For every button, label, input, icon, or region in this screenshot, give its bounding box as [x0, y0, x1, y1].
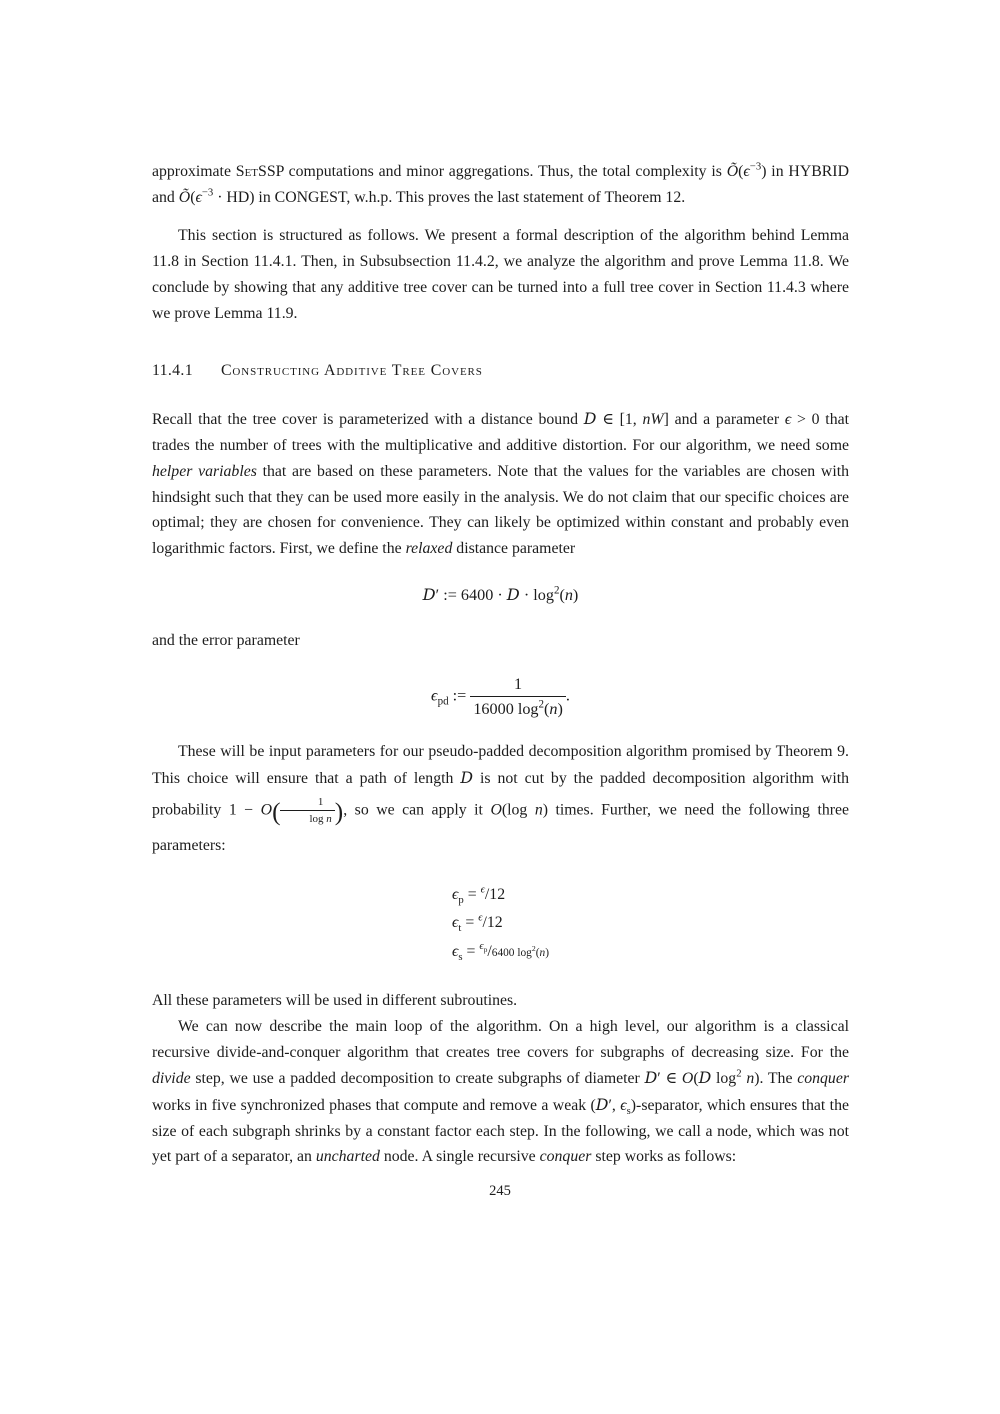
equation-epsilon-s: $\epsilon_s = ^{\epsilon_p}/6400$ $\log^2(n)$	[452, 940, 549, 963]
paragraph-tree-cover-parameters: Recall that the tree cover is parameterized with a distance bound D ∈ [1, nW] and a parameter ϵ > 0 that trades the number of trees with the multiplicative and additive distortion. For our algorithm, we need some helper variables that are based on these parameters. Note that the values for the variables are chosen with hindsight such that they can be used more easily in the analysis. We do not claim that our specific choices are optimal; they are chosen for convenience. They can likely be optimized within constant and probably even logarithmic factors. First, we define the relaxed distance parameter	[152, 409, 849, 557]
equation-group-three-parameters	[152, 881, 849, 966]
paragraph-subroutines: All these parameters will be used in different subroutines.	[152, 992, 518, 1010]
equation-error-parameter: $\epsilon_{pd}$ := $\frac{1}{16000 \log^2(n)}$ .	[431, 674, 570, 719]
equation-epsilon-p: $\epsilon_p = ^\epsilon/12$	[452, 883, 506, 906]
section-number: 11.4.1	[152, 362, 193, 380]
text-block	[152, 159, 849, 1170]
paragraph-pseudo-padded-decomposition: These will be input parameters for our pseudo-padded decomposition algorithm promised by Theorem 9. This choice will ensure that a path of length D is not cut by the padded decomposition algorithm with probability 1 − O( $\frac{1}{\text{log n}}$ ), so we can apply it O(log n) times. Further, we need the following three parameters:	[152, 743, 850, 855]
paragraph-error-parameter-lead: and the error parameter	[152, 632, 300, 650]
equation-epsilon-t: $\epsilon_t = ^\epsilon/12$	[452, 911, 503, 935]
page-number: 245	[489, 1183, 511, 1199]
paragraph-section-structure: This section is structured as follows. We present a formal description of the algorithm behind Lemma 11.8 in Section 11.4.1. Then, in Subsubsection 11.4.2, we analyze the algorithm and prove Lemma 11.8. We conclude by showing that any additive tree cover can be turned into a full tree cover in Section 11.4.3 where we prove Lemma 11.9.	[152, 227, 849, 322]
paragraph-setssp-complexity: approximate SetSSP computations and minor aggregations. Thus, the total complexity is $Õ(\epsilon^{-3})$ in HYBRID and $Õ(\epsilon^{-3} \cdot HD)$ in CONGEST, w.h.p. This proves the last statement of Theorem 12.	[152, 160, 849, 206]
section-heading	[152, 358, 849, 384]
equation-relaxed-distance: D′ := $6400 \cdot D \cdot \log^2(n)$	[422, 584, 579, 604]
section-title: Constructing Additive Tree Covers	[220, 362, 483, 380]
equation-alignment	[452, 881, 549, 966]
paragraph-main-loop: We can now describe the main loop of the algorithm. On a high level, our algorithm is a classical recursive divide-and-conquer algorithm that creates tree covers for subgraphs of decreasing size. For the divide step, we use a padded decomposition to create subgraphs of diameter D′ ∈ O(D $\log^2 n$). The conquer works in five synchronized phases that compute and remove a weak (D′, $\epsilon_s$)-separator, which ensures that the size of each subgraph shrinks by a constant factor each step. In the following, we call a node, which was not yet part of a separator, an uncharted node. A single recursive conquer step works as follows:	[152, 1017, 849, 1166]
